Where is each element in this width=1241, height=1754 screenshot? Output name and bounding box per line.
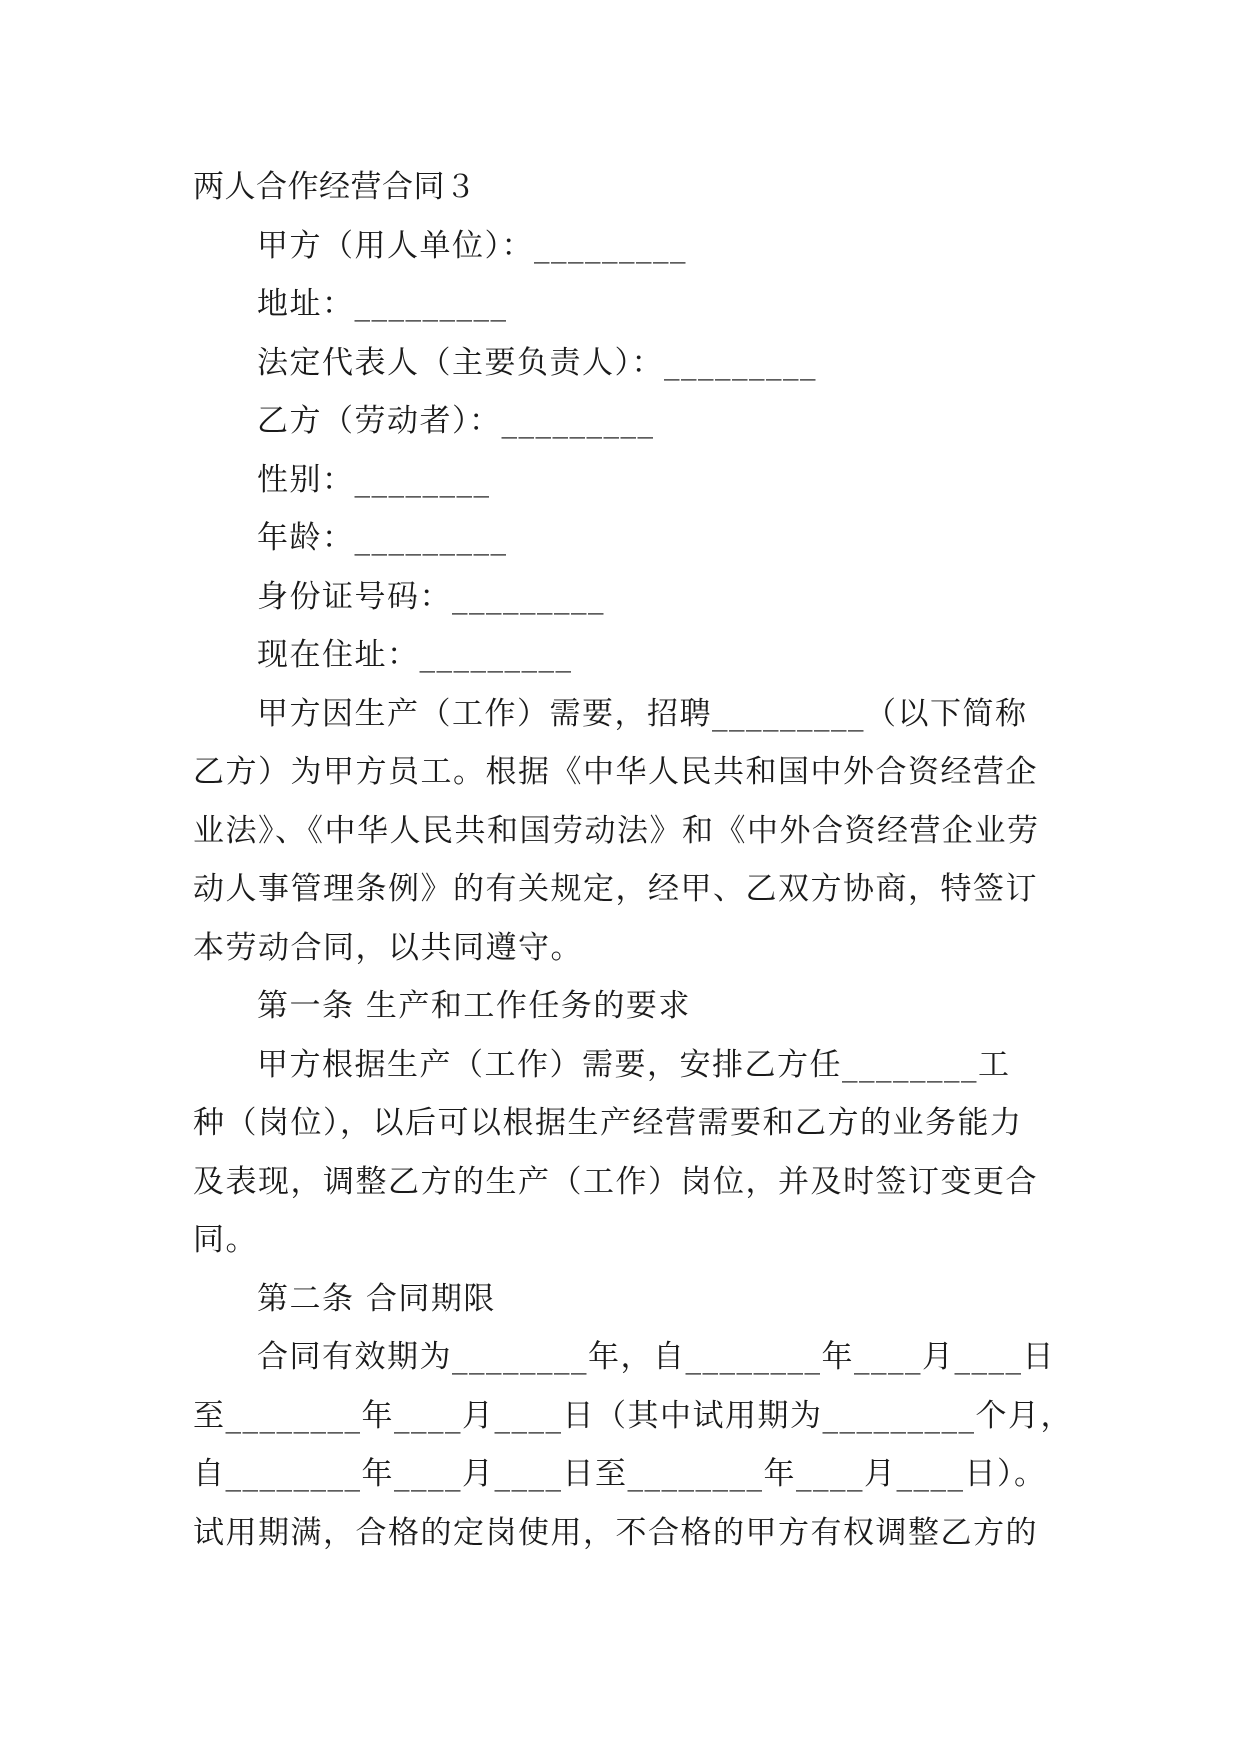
address-field: 地址：_________ bbox=[257, 286, 508, 322]
article-1-heading: 第一条 生产和工作任务的要求 bbox=[257, 988, 691, 1024]
gender-field: 性别：________ bbox=[257, 461, 491, 498]
paragraph-line: 本劳动合同，以共同遵守。 bbox=[193, 929, 583, 966]
paragraph-line: 乙方）为甲方员工。根据《中华人民共和国中外合资经营企 bbox=[193, 754, 1038, 790]
paragraph-line: 动人事管理条例》的有关规定，经甲、乙双方协商，特签订 bbox=[193, 871, 1038, 907]
document-body bbox=[193, 158, 1073, 1562]
party-b-field: 乙方（劳动者）：_________ bbox=[257, 403, 655, 439]
paragraph-line: 及表现，调整乙方的生产（工作）岗位，并及时签订变更合 bbox=[193, 1163, 1038, 1200]
age-field: 年龄：_________ bbox=[257, 520, 508, 556]
document-title: 两人合作经营合同３ bbox=[193, 169, 477, 205]
paragraph-line: 同。 bbox=[193, 1222, 258, 1258]
paragraph-line: 种（岗位），以后可以根据生产经营需要和乙方的业务能力 bbox=[193, 1105, 1023, 1141]
id-number-field: 身份证号码：_________ bbox=[257, 578, 605, 615]
paragraph-line: 甲方因生产（工作）需要，招聘_________（以下简称 bbox=[257, 695, 1028, 732]
party-a-field: 甲方（用人单位）：_________ bbox=[257, 227, 687, 264]
article-2-heading: 第二条 合同期限 bbox=[257, 1280, 496, 1317]
paragraph-line: 合同有效期为________年，自________年____月____日 bbox=[257, 1339, 1055, 1375]
current-address-field: 现在住址：_________ bbox=[257, 637, 573, 673]
paragraph-line: 试用期满，合格的定岗使用，不合格的甲方有权调整乙方的 bbox=[193, 1514, 1038, 1551]
paragraph-line: 甲方根据生产（工作）需要，安排乙方任________工 bbox=[257, 1046, 1011, 1083]
legal-representative-field: 法定代表人（主要负责人）：_________ bbox=[257, 344, 817, 381]
paragraph-line: 至________年____月____日（其中试用期为_________个月， bbox=[193, 1397, 1073, 1434]
paragraph-line: 自________年____月____日至________年____月____日）。 bbox=[193, 1456, 1047, 1492]
paragraph-line: 业法》、《中华人民共和国劳动法》和《中外合资经营企业劳 bbox=[193, 812, 1040, 849]
